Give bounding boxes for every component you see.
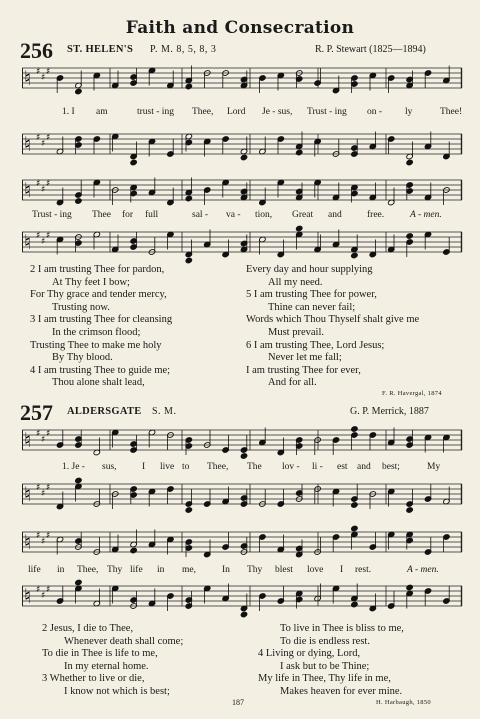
hymn-256-system-2-bass — [22, 224, 462, 266]
lyric-syllable: Thee — [92, 210, 111, 220]
lyric-syllable: rest. — [355, 565, 372, 575]
lyric-syllable: I — [340, 565, 344, 575]
sharp-symbol: ♯ — [36, 231, 41, 241]
hymn-256-system-2-treble — [22, 172, 462, 214]
hymn-257-verses-left — [42, 623, 183, 699]
note-head — [351, 252, 358, 258]
hymn-256-number: 256 — [20, 38, 53, 63]
lyric-syllable: best; — [382, 462, 400, 472]
clef-symbol: ♮ — [24, 66, 32, 90]
lyric-syllable: trust - ing — [137, 107, 174, 117]
hymn-256-meter: P. M. 8, 5, 8, 3 — [150, 44, 217, 55]
note-head — [75, 579, 82, 585]
sharp-symbol: ♯ — [41, 537, 46, 547]
note-head — [185, 83, 192, 89]
verse-line: 3 Whether to live or die, — [42, 673, 145, 685]
lyric-syllable: Great — [292, 210, 314, 220]
lyric-syllable: Thy — [107, 565, 123, 575]
lyric-syllable: Trust - ing — [307, 107, 347, 117]
note-head — [75, 477, 82, 483]
sharp-symbol: ♯ — [41, 435, 46, 445]
clef-symbol: ♮ — [24, 230, 32, 254]
sharp-symbol: ♯ — [41, 139, 46, 149]
verse-line: To die is endless rest. — [280, 635, 370, 647]
verse-line: For Thy grace and tender mercy, — [30, 289, 167, 301]
lyric-syllable: Je - sus, — [262, 107, 293, 117]
hymn-256-tune: ST. HELEN'S — [67, 44, 134, 55]
note-head — [75, 198, 82, 204]
note-head — [296, 149, 303, 155]
sharp-symbol: ♯ — [36, 483, 41, 493]
verse-line: 5 I am trusting Thee for power, — [246, 289, 377, 301]
sharp-symbol: ♯ — [46, 429, 51, 439]
verse-line: All my need. — [268, 276, 323, 288]
lyric-syllable: live — [160, 462, 175, 472]
clef-symbol: ♮ — [24, 132, 32, 156]
verse-line: Trusting Thee to make me holy — [30, 339, 162, 351]
lyric-syllable: Thee, — [192, 107, 214, 117]
clef-symbol: ♮ — [24, 530, 32, 554]
sharp-symbol: ♯ — [46, 585, 51, 595]
lyric-syllable: 1. Je - — [62, 462, 85, 472]
note-head — [75, 88, 82, 94]
lyric-syllable: sus, — [102, 462, 117, 472]
verse-line: My life in Thee, Thy life in me, — [258, 673, 391, 685]
sharp-symbol: ♯ — [46, 133, 51, 143]
hymn-257-composer: G. P. Merrick, 1887 — [350, 406, 429, 417]
sharp-symbol: ♯ — [41, 185, 46, 195]
hymn-257-system-2-bass — [22, 578, 462, 620]
clef-symbol: ♮ — [24, 482, 32, 506]
hymn-257-system-1-treble — [22, 422, 462, 464]
verse-line: Whenever death shall come; — [64, 635, 184, 647]
verse-line: Never let me fall; — [268, 352, 342, 364]
sharp-symbol: ♯ — [46, 483, 51, 493]
lyric-syllable: Lord — [227, 107, 246, 117]
hymn-257-lyrics-row-2 — [22, 565, 462, 577]
verse-line: I know not which is best; — [64, 685, 170, 697]
note-head — [406, 507, 413, 513]
verse-line: To die in Thee is life to me, — [42, 648, 158, 660]
sharp-symbol: ♯ — [36, 179, 41, 189]
lyric-syllable: in — [157, 565, 165, 575]
hymn-257-author: H. Harbaugh, 1850 — [376, 699, 431, 706]
verse-line: 2 Jesus, I die to Thee, — [42, 623, 134, 634]
hymn-256-system-1-treble — [22, 60, 462, 102]
verse-line: At Thy feet I bow; — [52, 276, 130, 288]
verse-line: Must prevail. — [268, 326, 324, 338]
hymn-257-tune: ALDERSGATE — [67, 406, 142, 417]
note-head — [185, 257, 192, 263]
note-head — [351, 601, 358, 607]
hymn-256-system-1-bass — [22, 126, 462, 168]
lyric-syllable: and — [357, 462, 371, 472]
note-head — [240, 453, 247, 459]
hymn-256-lyrics-row-1 — [22, 107, 462, 119]
sharp-symbol: ♯ — [36, 67, 41, 77]
hymn-256-verses-right — [246, 264, 419, 390]
note-head — [240, 154, 247, 160]
lyric-syllable: full — [145, 210, 159, 220]
page-header: Faith and Consecration — [125, 18, 355, 38]
sharp-symbol: ♯ — [36, 429, 41, 439]
clef-symbol: ♮ — [24, 584, 32, 608]
hymn-256-lyrics-row-2 — [22, 210, 462, 222]
sharp-symbol: ♯ — [41, 73, 46, 83]
hymn-257-verses-right — [258, 623, 404, 699]
verse-line: In my eternal home. — [64, 660, 149, 672]
lyric-syllable: My — [427, 462, 441, 472]
note-head — [185, 507, 192, 513]
lyric-syllable: Thee! — [440, 107, 463, 117]
verse-line: Every day and hour supplying — [246, 264, 373, 275]
hymn-257-lyrics-row-1 — [22, 462, 462, 474]
verse-line: 6 I am trusting Thee, Lord Jesus; — [246, 339, 385, 351]
lyric-syllable: and — [328, 210, 342, 220]
lyric-syllable: for — [122, 210, 134, 220]
verse-line: Trusting now. — [52, 301, 110, 313]
lyric-syllable: va - — [226, 210, 241, 220]
lyric-syllable: am — [96, 107, 108, 117]
sharp-symbol: ♯ — [36, 531, 41, 541]
clef-symbol: ♮ — [24, 178, 32, 202]
lyric-syllable: me, — [182, 565, 196, 575]
hymn-257-system-2-treble — [22, 524, 462, 566]
note-head — [185, 195, 192, 201]
verse-line: And for all. — [268, 377, 317, 389]
lyric-syllable: on - — [367, 107, 383, 117]
lyric-syllable: A - men. — [407, 565, 439, 575]
lyric-syllable: Thee, — [77, 565, 99, 575]
note-head — [351, 525, 358, 531]
sharp-symbol: ♯ — [46, 67, 51, 77]
lyric-syllable: The — [247, 462, 262, 472]
lyric-syllable: Thee, — [207, 462, 229, 472]
lyric-syllable: sal - — [192, 210, 209, 220]
sharp-symbol: ♯ — [36, 585, 41, 595]
verse-line: 3 I am trusting Thee for cleansing — [30, 314, 173, 326]
verse-line: Thine can never fail; — [268, 301, 356, 313]
sharp-symbol: ♯ — [46, 231, 51, 241]
verse-line: 4 Living or dying, Lord, — [258, 648, 361, 660]
sharp-symbol: ♯ — [46, 531, 51, 541]
sharp-symbol: ♯ — [41, 591, 46, 601]
lyric-syllable: ly — [405, 107, 413, 117]
note-head — [351, 502, 358, 508]
hymn-256-composer: R. P. Stewart (1825—1894) — [315, 44, 426, 55]
clef-symbol: ♮ — [24, 428, 32, 452]
lyric-syllable: I — [142, 462, 146, 472]
lyric-syllable: life — [28, 565, 41, 575]
verse-line: 4 I am trusting Thee to guide me; — [30, 364, 171, 376]
sharp-symbol: ♯ — [41, 489, 46, 499]
verse-line: 2 I am trusting Thee for pardon, — [30, 264, 165, 275]
lyric-syllable: to — [182, 462, 190, 472]
hymn-257-number: 257 — [20, 400, 53, 425]
lyric-syllable: free. — [367, 210, 385, 220]
hymn-257-meter: S. M. — [152, 406, 177, 417]
lyric-syllable: A - men. — [410, 210, 442, 220]
lyric-syllable: love — [307, 565, 324, 575]
verse-line: By Thy blood. — [52, 352, 113, 364]
verse-line: To live in Thee is bliss to me, — [280, 623, 404, 634]
note-head — [296, 225, 303, 231]
lyric-syllable: blest — [275, 565, 293, 575]
sharp-symbol: ♯ — [46, 179, 51, 189]
verse-line: Words which Thou Thyself shalt give me — [246, 314, 420, 326]
lyric-syllable: life — [130, 565, 143, 575]
hymn-257-system-1-bass — [22, 476, 462, 518]
verse-line: In the crimson flood; — [52, 326, 141, 338]
lyric-syllable: Trust - ing — [32, 210, 72, 220]
lyric-syllable: in — [57, 565, 65, 575]
lyric-syllable: In — [222, 565, 230, 575]
lyric-syllable: 1. I — [62, 107, 75, 117]
note-head — [406, 584, 413, 590]
note-head — [130, 547, 137, 553]
note-head — [240, 611, 247, 617]
lyric-syllable: est — [337, 462, 348, 472]
verse-line: Thou alone shalt lead, — [52, 377, 145, 389]
lyric-syllable: tion, — [255, 210, 273, 220]
note-head — [406, 159, 413, 165]
verse-line: Makes heaven for ever mine. — [280, 685, 403, 697]
lyric-syllable: lov - — [282, 462, 300, 472]
sharp-symbol: ♯ — [41, 237, 46, 247]
lyric-syllable: Thy — [247, 565, 263, 575]
hymn-256-verses-left — [30, 264, 172, 390]
note-head — [130, 159, 137, 165]
verse-line: I ask but to be Thine; — [280, 660, 370, 672]
verse-line: I am trusting Thee for ever, — [246, 364, 361, 376]
note-head — [406, 233, 413, 239]
note-head — [351, 426, 358, 432]
lyric-syllable: li - — [312, 462, 323, 472]
page-number: 187 — [232, 698, 244, 707]
sharp-symbol: ♯ — [36, 133, 41, 143]
hymn-256-author: F. R. Havergal, 1874 — [382, 390, 442, 397]
